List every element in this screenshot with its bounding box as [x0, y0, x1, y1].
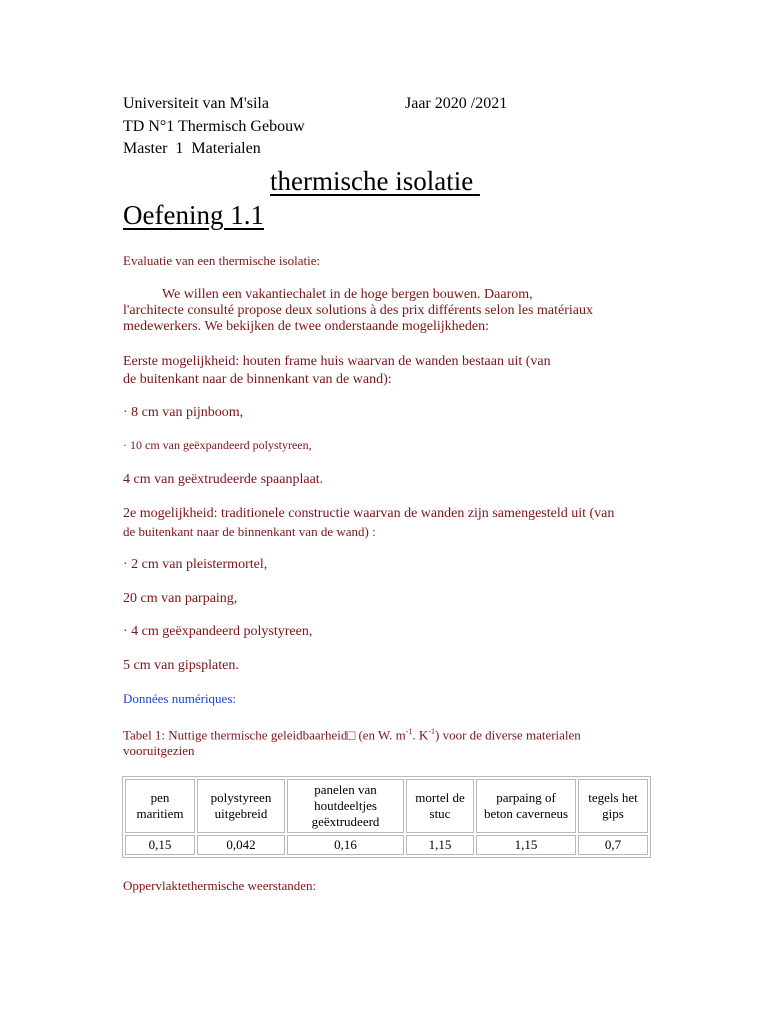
- surface-resistance-heading: Oppervlaktethermische weerstanden:: [123, 878, 317, 893]
- option1-item: · 8 cm van pijnboom,: [123, 405, 244, 420]
- study-level: Master 1 Materialen: [123, 140, 261, 157]
- table-cell: 0,16: [287, 835, 404, 855]
- option2-item: · 4 cm geëxpandeerd polystyreen,: [123, 624, 313, 639]
- table-cell: 0,15: [125, 835, 195, 855]
- option1-item: 4 cm van geëxtrudeerde spaanplaat.: [123, 472, 324, 487]
- exercise-title: Oefening 1.1: [123, 200, 264, 230]
- table-cell: 1,15: [406, 835, 474, 855]
- course-name: TD N°1 Thermisch Gebouw: [123, 118, 305, 135]
- table-cell: 1,15: [476, 835, 576, 855]
- table-header-cell: pen maritiem: [125, 779, 195, 833]
- option1-line-2: de buitenkant naar de binnenkant van de wand):: [123, 372, 392, 387]
- intro-line-1: We willen een vakantiechalet in de hoge bergen bouwen. Daarom,: [162, 287, 533, 302]
- intro-line-2: l'architecte consulté propose deux solutions à des prix différents selon les matériaux: [123, 303, 593, 318]
- table-cell: 0,7: [578, 835, 648, 855]
- option2-item: 5 cm van gipsplaten.: [123, 658, 239, 673]
- table-caption-line-2: vooruitgezien: [123, 743, 195, 758]
- table-cell: 0,042: [197, 835, 285, 855]
- table-header-cell: parpaing of beton caverneus: [476, 779, 576, 833]
- numeric-data-heading: Données numériques:: [123, 691, 237, 706]
- intro-line-3: medewerkers. We bekijken de twee onderstaande mogelijkheden:: [123, 319, 489, 334]
- table-header-cell: tegels het gips: [578, 779, 648, 833]
- table-caption: Tabel 1: Nuttige thermische geleidbaarheid□ (en W. $m^{-1}$. $K^{-1}$) voor de diverse materialen: [123, 727, 581, 743]
- academic-year: Jaar 2020 /2021: [405, 95, 508, 112]
- section-heading: Evaluatie van een thermische isolatie:: [123, 253, 321, 268]
- table-header-cell: mortel de stuc: [406, 779, 474, 833]
- option2-line-2: de buitenkant naar de binnenkant van de wand) :: [123, 524, 376, 539]
- option2-item: 20 cm van parpaing,: [123, 591, 238, 606]
- table-header-cell: panelen van houtdeeltjes geëxtrudeerd: [287, 779, 404, 833]
- option1-line-1: Eerste mogelijkheid: houten frame huis waarvan de wanden bestaan uit (van: [123, 354, 551, 369]
- option1-item: · 10 cm van geëxpandeerd polystyreen,: [123, 438, 312, 452]
- table-header-row: [125, 779, 648, 833]
- option2-line-1: 2e mogelijkheid: traditionele constructie waarvan de wanden zijn samengesteld uit (van: [123, 506, 615, 521]
- table-header-cell: polystyreen uitgebreid: [197, 779, 285, 833]
- conductivity-table: [122, 776, 651, 858]
- university-name: Universiteit van M'sila: [123, 95, 269, 112]
- option2-item: · 2 cm van pleistermortel,: [123, 557, 268, 572]
- table-row: [125, 835, 648, 855]
- document-title: thermische isolatie: [270, 166, 474, 196]
